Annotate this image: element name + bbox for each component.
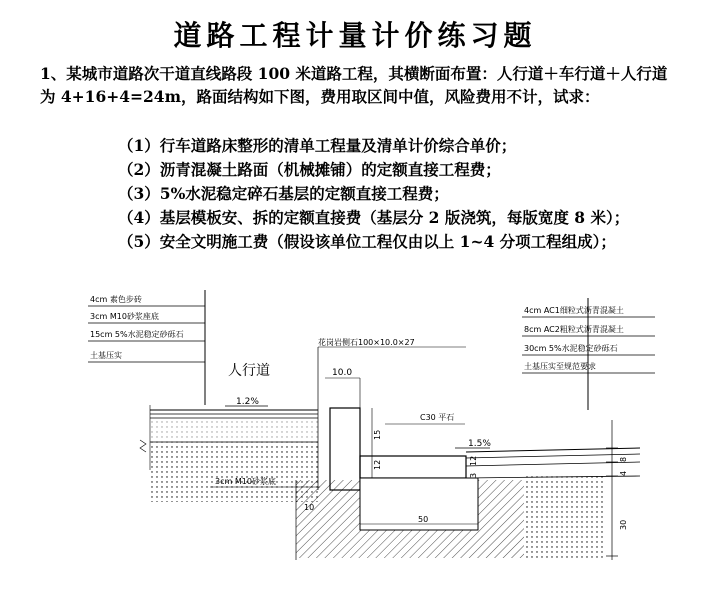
question-item-2: （2）沥青混凝土路面（机械摊铺）的定额直接工程费； [118, 160, 501, 179]
dim-curb-15: 15 [373, 429, 382, 440]
question-item-3: （3）5%水泥稳定碎石基层的定额直接工程费； [118, 184, 449, 203]
left-layer-2: 3cm M10砂浆座底 [90, 312, 159, 321]
dim-right-8: 8 [619, 456, 628, 462]
right-layer-3: 30cm 5%水泥稳定砂砾石 [524, 344, 618, 353]
dim-right-4: 4 [619, 470, 628, 476]
flat-stone-label: C30 平石 [420, 413, 455, 422]
question-item-1: （1）行车道路床整形的清单工程量及清单计价综合单价； [118, 136, 517, 155]
dim-flat-3: 3 [469, 472, 478, 478]
mortar-label: 3cm M10砂浆底 [215, 477, 276, 486]
sidewalk-slope: 1.2% [236, 397, 259, 407]
right-dimensions [606, 420, 628, 560]
right-layer-4: 土基压实至规范要求 [524, 362, 596, 371]
question-item-4: （4）基层模板安、拆的定额直接费（基层分 2 版浇筑，每版宽度 8 米）； [118, 208, 630, 227]
right-layer-2: 8cm AC2粗粒式沥青混凝土 [524, 325, 624, 334]
dim-curb-12: 12 [373, 459, 382, 470]
dim-right-30: 30 [619, 519, 628, 530]
right-layer-legend [522, 298, 655, 410]
dim-base-50: 50 [418, 515, 429, 524]
left-layer-legend [88, 290, 205, 405]
dim-base-10: 10 [304, 503, 315, 512]
sidewalk-label: 人行道 [228, 363, 270, 379]
curb-label: 花岗岩侧石100×10.0×27 [318, 338, 415, 347]
left-layer-3: 15cm 5%水泥稳定砂砾石 [90, 330, 184, 339]
dim-flat-12: 12 [469, 455, 478, 466]
curb-width: 10.0 [332, 368, 353, 378]
question-paragraph: 1、某城市道路次干道直线路段 100 米道路工程，其横断面布置：人行道＋车行道＋人行道为 4+16+4=24m，路面结构如下图，费用取区间中值，风险费用不计，试求： [40, 64, 668, 106]
road-slope: 1.5% [468, 439, 491, 449]
page-title: 道路工程计量计价练习题 [173, 19, 537, 52]
left-layer-4: 土基压实 [90, 351, 122, 360]
question-item-5: （5）安全文明施工费（假设该单位工程仅由以上 1~4 分项工程组成）； [118, 232, 616, 251]
right-layer-1: 4cm AC1细粒式沥青混凝土 [524, 306, 624, 315]
left-layer-1: 4cm 素色步砖 [90, 295, 142, 304]
